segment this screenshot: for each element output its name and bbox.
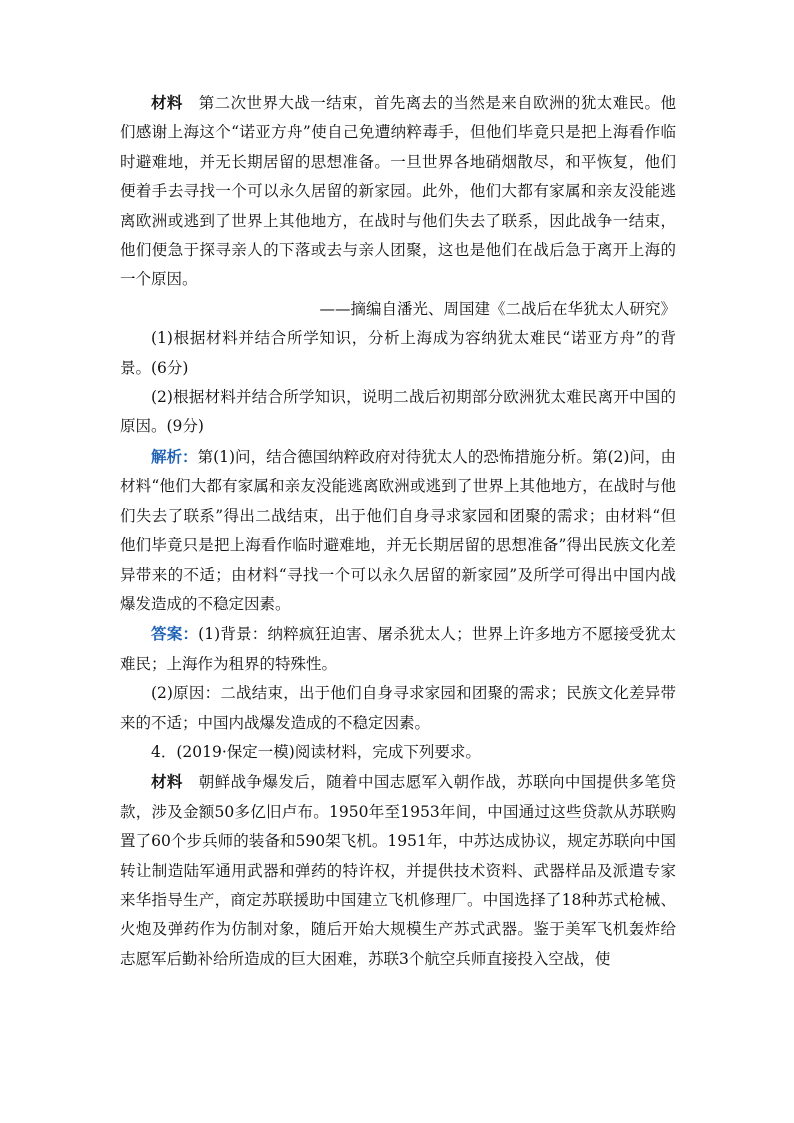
question-2: (2)根据材料并结合所学知识，说明二战后初期部分欧洲犹太难民离开中国的原因。(9分) <box>120 388 676 436</box>
answer-label: 答案： <box>151 624 199 644</box>
material-source: ——摘编自潘光、周国建《二战后在华犹太人研究》 <box>319 299 676 318</box>
material-text: 第二次世界大战一结束，首先离去的当然是来自欧洲的犹太难民。他们感谢上海这个“诺亚方舟”使自己免遭纳粹毒手，但他们毕竟只是把上海看作临时避难地，并无长期居留的思想准备。一旦世界各地硝烟散尽，和平恢复，他们便着手去寻找一个可以永久居留的新家园。此外，他们大都有家属和亲友没能逃离欧洲或逃到了世界上其他地方，在战时与他们失去了联系，因此战争一结束，他们便急于探寻亲人的下落或去与亲人团聚，这也是他们在战后急于离开上海的一个原因。 <box>120 94 676 289</box>
material-paragraph <box>120 88 676 295</box>
document-page <box>120 88 676 974</box>
material-label: 材料 <box>151 93 183 112</box>
question-1: (1)根据材料并结合所学知识，分析上海成为容纳犹太难民“诺亚方舟”的背景。(6分) <box>120 329 676 377</box>
material-2-paragraph <box>120 767 676 974</box>
material-2-text: 朝鲜战争爆发后，随着中国志愿军入朝作战，苏联向中国提供多笔贷款，涉及金额50多亿旧卢布。1950年至1953年间，中国通过这些贷款从苏联购置了60个步兵师的装备和590架飞机。1951年，中苏达成协议，规定苏联向中国转让制造陆军通用武器和弹药的特许权，并提供技术资料、武器样品及派遣专家来华指导生产，商定苏联援助中国建立飞机修理厂。中国选择了18种苏式枪械、火炮及弹药作为仿制对象，随后开始大规模生产苏式武器。鉴于美军飞机轰炸给志愿军后勤补给所造成的巨大困难，苏联3个航空兵师直接投入空战，使 <box>120 773 676 968</box>
analysis-text: 第(1)问，结合德国纳粹政府对待犹太人的恐怖措施分析。第(2)问，由材料“他们大都有家属和亲友没能逃离欧洲或逃到了世界上其他地方，在战时与他们失去了联系”得出二战结束，出于他们自身寻求家园和团聚的需求；由材料“但他们毕竟只是把上海看作临时避难地，并无长期居留的思想准备”得出民族文化差异带来的不适；由材料“寻找一个可以永久居留的新家园”及所学可得出中国内战爆发造成的不稳定因素。 <box>120 447 676 613</box>
question-4-heading: 4．(2019·保定一模)阅读材料，完成下列要求。 <box>151 742 481 761</box>
answer-paragraph-1 <box>120 619 676 679</box>
answer-paragraph-2: (2)原因：二战结束，出于他们自身寻求家园和团聚的需求；民族文化差异带来的不适；中国内战爆发造成的不稳定因素。 <box>120 684 676 732</box>
analysis-paragraph <box>120 442 676 619</box>
analysis-label: 解析： <box>151 446 198 466</box>
material-2-label: 材料 <box>151 772 183 792</box>
answer-part-1: (1)背景：纳粹疯狂迫害、屠杀犹太人；世界上许多地方不愿接受犹太难民；上海作为租界的特殊性。 <box>120 625 676 673</box>
